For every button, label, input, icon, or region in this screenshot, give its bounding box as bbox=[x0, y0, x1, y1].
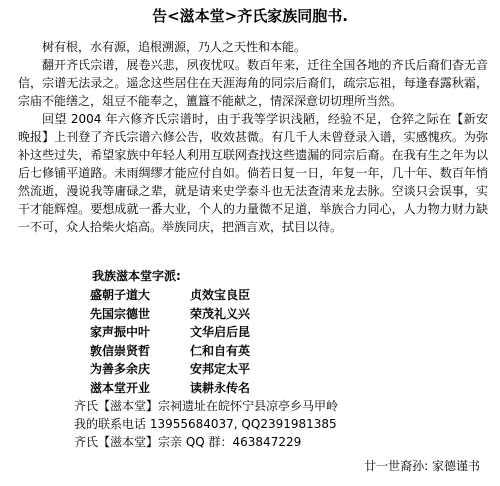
generation-name-cell: 盛朝子道大 bbox=[90, 288, 151, 302]
generation-names-title: 我族滋本堂字派: bbox=[92, 269, 181, 283]
paragraph-2: 翻开齐氏宗谱，展卷兴悲，夙夜忧叹。数百年来，迁往全国各地的齐氏后裔们杳无音信，宗谱无法录之。遥念这些居住在天涯海角的同宗后裔们，疏宗忘祖，每逢春露秋霜，宗庙不能缮之，俎豆不能奉之，簠簋不能献之，情深深意切切理所当然。 bbox=[18, 58, 488, 108]
paragraph-3: 回望 2004 年六修齐氏宗谱时，由于我等学识浅陋，经验不足，仓猝之际在【新安晚报】上刊登了齐氏宗谱六修公告，收效甚微。有几千人未曾登录入谱，实感愧疚。为弥补这些过失，希望家族中年轻人利用互联网查找这些遗漏的同宗后裔。在我有生之年为以后七修铺平道路。未雨绸缪才能应付自如。倘若日复一日，年复一年，几十年、数百年悄然流逝，漫说我等庸碌之辈，就是请来史学泰斗也无法查清来龙去脉。空谈只会误事，实干才能辉煌。要想成就一番大业，个人的力量微不足道，举族合力同心，人力物力财力缺一不可，众人拾柴火焰高。举族同庆，把酒言欢，拭目以待。 bbox=[18, 112, 488, 234]
generation-name-cell: 为善多余庆 bbox=[90, 362, 151, 377]
generation-name-cell: 家声振中叶 bbox=[90, 325, 151, 340]
generation-name-cell: 仁和自有英 bbox=[190, 343, 251, 358]
phone-qq-line: 我的联系电话 13955684037, QQ2391981385 bbox=[74, 417, 337, 431]
document-body bbox=[18, 38, 488, 236]
generation-name-cell: 文华启后昆 bbox=[190, 325, 251, 340]
paragraph-1: 树有根，水有源，追根溯源，乃人之天性和本能。 bbox=[42, 40, 307, 54]
generation-name-cell: 荣茂礼义兴 bbox=[190, 306, 251, 321]
generation-name-cell: 安邦定太平 bbox=[190, 362, 251, 377]
contact-block bbox=[74, 397, 338, 451]
ancestral-hall-address: 齐氏【滋本堂】宗祠遗址在皖怀宁县凉亭乡马甲岭 bbox=[74, 399, 339, 413]
qq-group-line: 齐氏【滋本堂】宗亲 QQ 群：463847229 bbox=[74, 435, 302, 449]
generation-name-cell: 先国宗德世 bbox=[90, 306, 151, 321]
generation-name-cell: 敦信崇贤哲 bbox=[90, 343, 151, 358]
generation-names-grid bbox=[90, 286, 300, 398]
generation-name-cell: 贞效宝良臣 bbox=[190, 288, 251, 302]
generation-name-cell: 滋本堂开业 bbox=[90, 380, 151, 395]
signature: 廿一世裔孙: 家德谨书 bbox=[364, 459, 480, 473]
generation-name-cell: 读耕永传名 bbox=[190, 380, 251, 395]
document-title: 告<滋本堂>齐氏家族同胞书. bbox=[152, 7, 348, 25]
